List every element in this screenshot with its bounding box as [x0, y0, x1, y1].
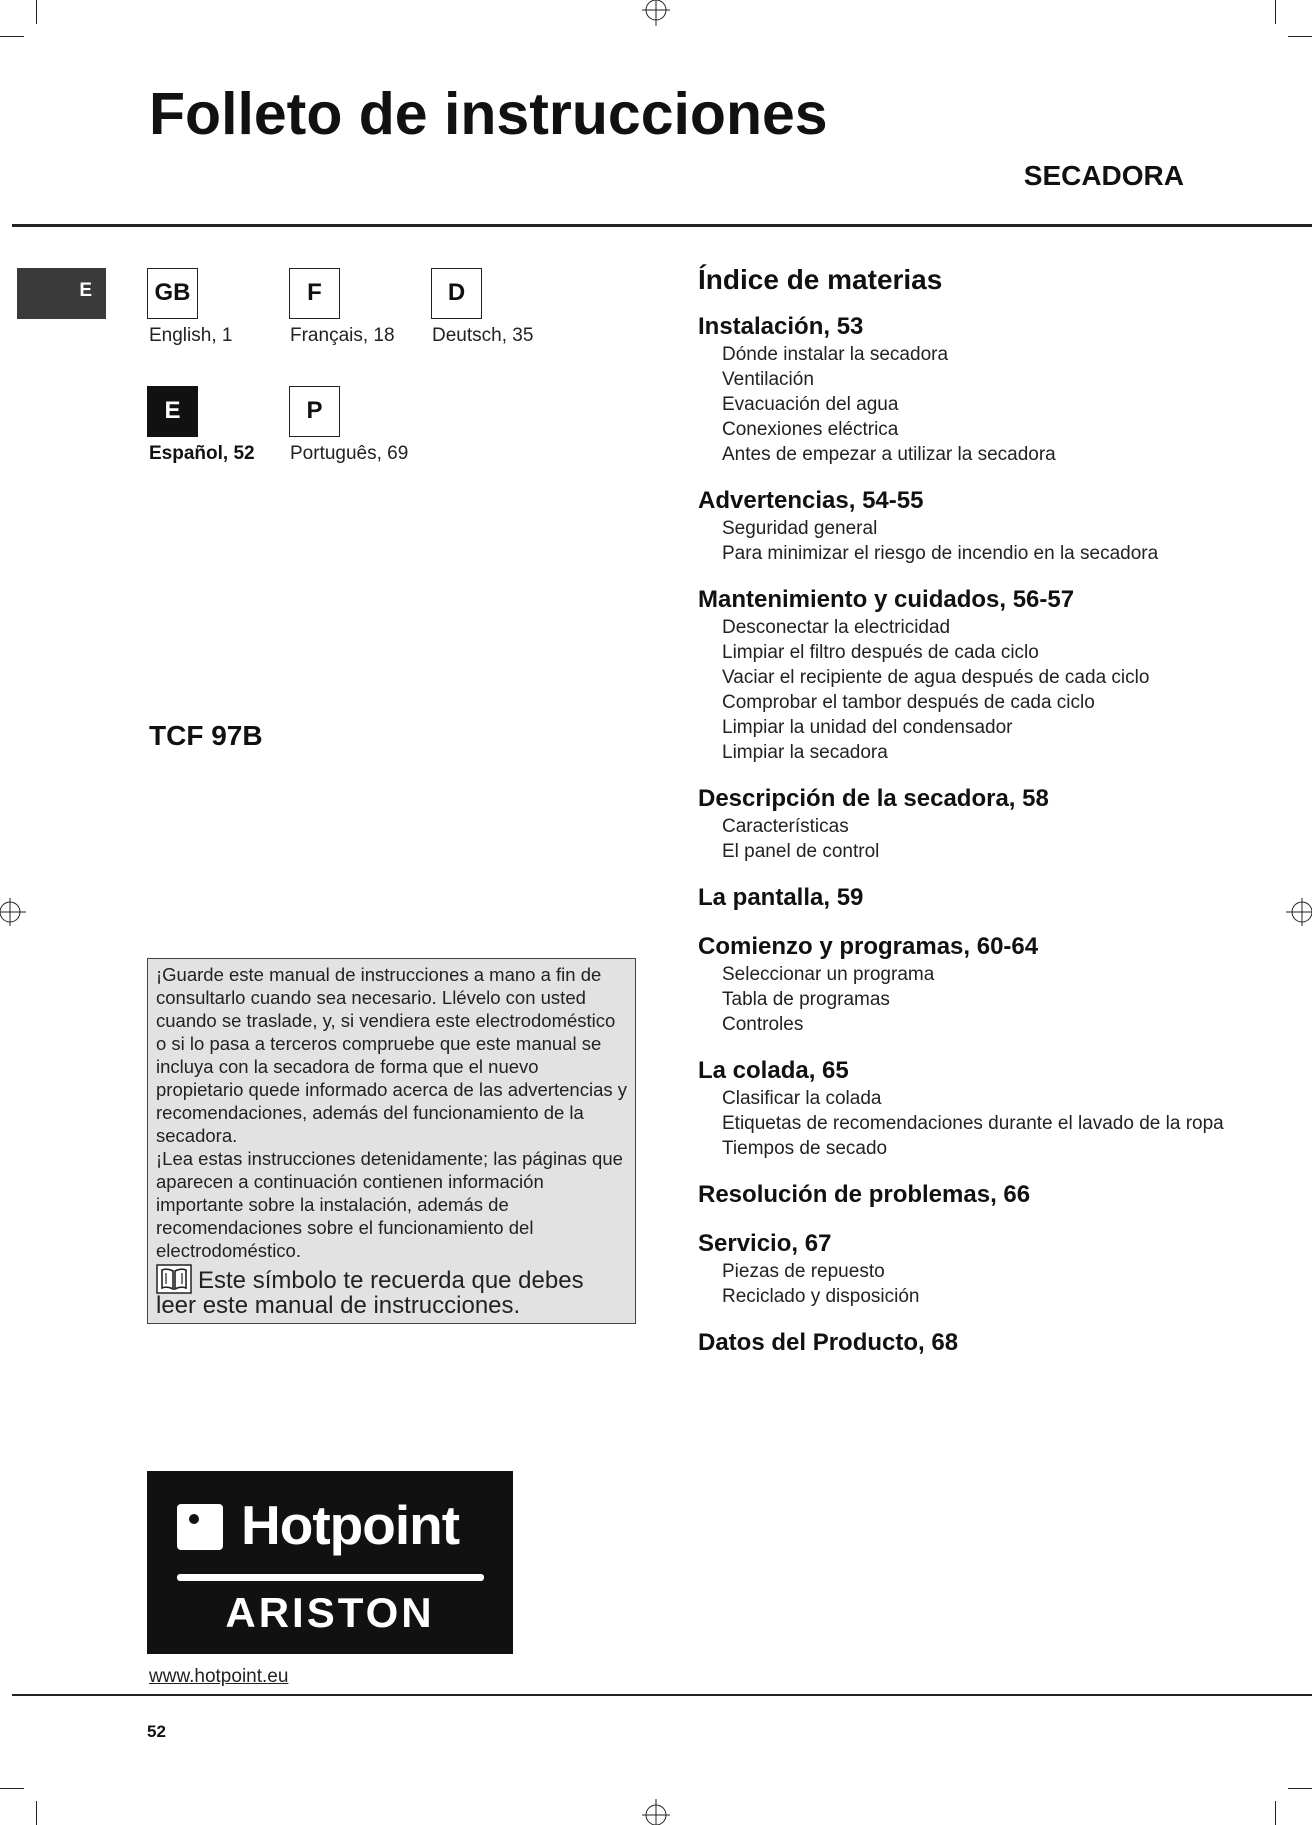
toc-section-title: Advertencias, 54-55 — [698, 487, 924, 514]
language-label: Deutsch, 35 — [432, 325, 534, 346]
language-code-box: P — [289, 386, 340, 437]
toc-item: Para minimizar el riesgo de incendio en la secadora — [722, 543, 1159, 564]
crop-mark — [1275, 0, 1276, 24]
toc-item: Reciclado y disposición — [722, 1286, 920, 1307]
toc-item: Comprobar el tambor después de cada ciclo — [722, 692, 1095, 713]
language-f — [289, 268, 395, 347]
registration-mark-left — [0, 898, 26, 926]
toc-item: Seguridad general — [722, 518, 878, 539]
language-d — [431, 268, 533, 347]
toc-section — [698, 312, 1258, 467]
language-label: Português, 69 — [290, 443, 409, 464]
hotpoint-ariston-logo — [147, 1471, 513, 1654]
crop-mark — [1275, 1801, 1276, 1825]
toc-item: Evacuación del agua — [722, 394, 899, 415]
toc-section — [698, 1328, 1258, 1358]
crop-mark — [0, 36, 24, 37]
toc-item: Etiquetas de recomendaciones durante el lavado de la ropa — [722, 1113, 1224, 1134]
logo-divider — [177, 1574, 484, 1581]
toc-section — [698, 1180, 1258, 1210]
toc-item: Tabla de programas — [722, 989, 890, 1010]
toc-item: Conexiones eléctrica — [722, 419, 899, 440]
registration-mark-right — [1286, 898, 1312, 926]
language-label: Français, 18 — [290, 325, 395, 346]
crop-mark — [36, 0, 37, 24]
registration-mark-top — [642, 0, 670, 26]
toc-item: Antes de empezar a utilizar la secadora — [722, 444, 1056, 465]
notice-symbol-line — [156, 1264, 627, 1318]
toc-section-title: Mantenimiento y cuidados, 56-57 — [698, 586, 1075, 613]
toc-section — [698, 1229, 1258, 1309]
toc-section — [698, 585, 1258, 765]
registration-mark-bottom — [642, 1799, 670, 1825]
crop-mark — [1288, 1788, 1312, 1789]
language-side-tab: E — [17, 268, 106, 319]
toc-section — [698, 883, 1258, 913]
toc-item: Ventilación — [722, 369, 814, 390]
language-gb — [147, 268, 232, 347]
toc-section-title: La colada, 65 — [698, 1057, 849, 1084]
notice-box — [147, 958, 636, 1324]
header-divider — [12, 224, 1312, 227]
toc-item: Vaciar el recipiente de agua después de cada ciclo — [722, 667, 1150, 688]
language-code-box: F — [289, 268, 340, 319]
language-code-box: D — [431, 268, 482, 319]
table-of-contents — [698, 262, 1258, 1377]
toc-sections — [698, 312, 1258, 1358]
toc-item: Tiempos de secado — [722, 1138, 888, 1159]
toc-section-title: Comienzo y programas, 60-64 — [698, 933, 1039, 960]
footer-divider — [12, 1694, 1312, 1696]
language-label: Español, 52 — [149, 443, 255, 464]
toc-item: Piezas de repuesto — [722, 1261, 885, 1282]
crop-mark — [1288, 36, 1312, 37]
toc-section — [698, 486, 1258, 566]
document-title: Folleto de instrucciones — [149, 81, 828, 147]
toc-heading: Índice de materias — [698, 264, 943, 295]
logo-square-icon — [177, 1504, 223, 1550]
language-code-box: E — [147, 386, 198, 437]
notice-paragraph: ¡Lea estas instrucciones detenidamente; las páginas que aparecen a continuación contienen información importante sobre la instalación, además de recomendaciones sobre el funcionamiento del electrodoméstico. — [156, 1148, 623, 1261]
language-e — [147, 386, 255, 465]
toc-item: Limpiar el filtro después de cada ciclo — [722, 642, 1039, 663]
toc-item: Desconectar la electricidad — [722, 617, 951, 638]
page-number: 52 — [147, 1722, 166, 1741]
crop-mark — [0, 1788, 24, 1789]
toc-item: Controles — [722, 1014, 804, 1035]
language-code-box: GB — [147, 268, 198, 319]
toc-item: Seleccionar un programa — [722, 964, 935, 985]
logo-brand: Hotpoint — [241, 1494, 460, 1556]
toc-section — [698, 1056, 1258, 1161]
toc-item: Limpiar la secadora — [722, 742, 888, 763]
book-icon — [156, 1264, 192, 1294]
toc-item: Dónde instalar la secadora — [722, 344, 949, 365]
toc-item: Limpiar la unidad del condensador — [722, 717, 1013, 738]
toc-section-title: Descripción de la secadora, 58 — [698, 785, 1049, 812]
crop-mark — [36, 1801, 37, 1825]
toc-item: Características — [722, 816, 849, 837]
language-p — [289, 386, 408, 465]
notice-symbol-text: Este símbolo te recuerda que debes leer este manual de instrucciones. — [156, 1267, 584, 1319]
toc-section-title: Instalación, 53 — [698, 313, 864, 340]
notice-paragraph: ¡Guarde este manual de instrucciones a mano a fin de consultarlo cuando sea necesario. Llévelo con usted cuando se traslade, y, si vendiera este electrodoméstico o si lo pasa a terceros compruebe que este manual se incluya con la secadora de forma que el nuevo propietario quede informado acerca de las advertencias y recomendaciones, además del funcionamiento de la secadora. — [156, 964, 628, 1146]
toc-section-title: Resolución de problemas, 66 — [698, 1181, 1031, 1208]
language-label: English, 1 — [149, 325, 233, 346]
toc-section-title: Datos del Producto, 68 — [698, 1329, 959, 1356]
toc-section-title: La pantalla, 59 — [698, 884, 864, 911]
toc-item: Clasificar la colada — [722, 1088, 882, 1109]
document-subtitle: SECADORA — [1023, 160, 1184, 191]
toc-section-title: Servicio, 67 — [698, 1230, 832, 1257]
logo-sub-brand: ARISTON — [225, 1589, 435, 1636]
toc-section — [698, 932, 1258, 1037]
toc-section — [698, 784, 1258, 864]
toc-item: El panel de control — [722, 841, 880, 862]
model-number: TCF 97B — [149, 720, 263, 751]
website-link[interactable]: www.hotpoint.eu — [149, 1666, 289, 1687]
